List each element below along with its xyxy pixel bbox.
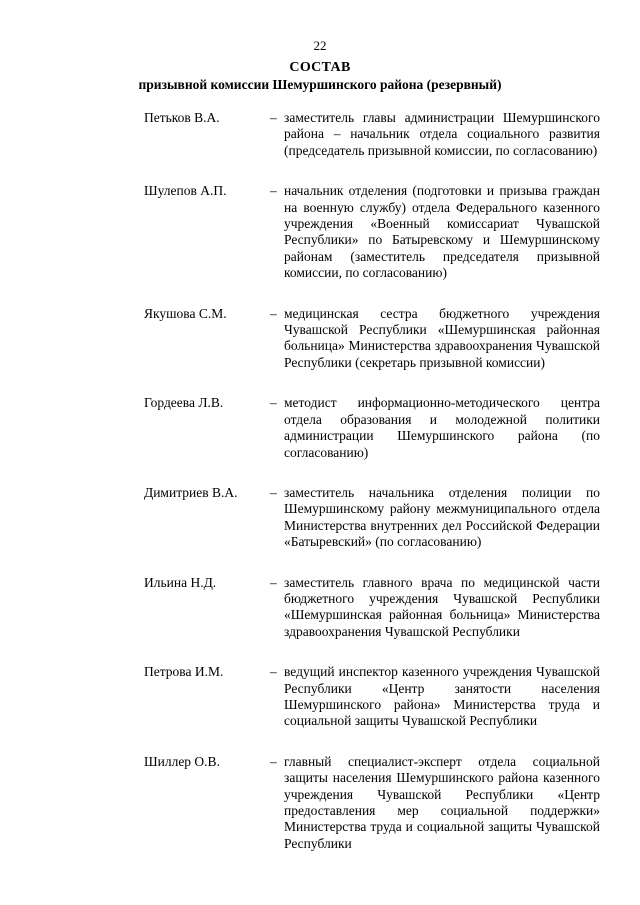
commission-member-list — [144, 110, 600, 852]
member-entry — [144, 575, 600, 641]
document-title: СОСТАВ — [289, 60, 351, 75]
member-role: начальник отделения (подготовки и призыва граждан на военную службу) отдела Федерального казенного учреждения «Военный комиссариат Чувашской Республики» по Батыревскому и Шемуршинскому районам (заместитель председателя призывной комиссии, по согласованию) — [284, 183, 600, 281]
member-role: заместитель начальника отделения полиции по Шемуршинскому району межмуниципального отдела Министерства внутренних дел Российской Федерации «Батыревский» (по согласованию) — [284, 484, 600, 550]
member-dash: – — [270, 305, 277, 321]
member-dash: – — [270, 395, 277, 411]
member-role: главный специалист-эксперт отдела социальной защиты населения Шемуршинского района казенного учреждения Чувашской Республики «Центр предоставления мер социальной поддержки» Министерства труда и социальной защиты Чувашской Республики — [284, 753, 600, 851]
page-number: 22 — [313, 38, 327, 53]
member-entry — [144, 395, 600, 461]
member-name: Шиллер О.В. — [144, 753, 220, 769]
member-name: Шулепов А.П. — [144, 183, 227, 199]
member-dash: – — [270, 110, 277, 125]
member-name: Петрова И.М. — [144, 664, 224, 680]
member-role: медицинская сестра бюджетного учреждения Чувашской Республики «Шемуршинская районная больница» Министерства здравоохранения Чувашской Республики (секретарь призывной комиссии) — [284, 305, 600, 370]
member-name: Димитриев В.А. — [144, 484, 238, 500]
member-name: Ильина Н.Д. — [144, 574, 217, 590]
member-name: Гордеева Л.В. — [144, 395, 224, 411]
member-dash: – — [270, 484, 277, 500]
member-entry — [144, 306, 600, 372]
member-dash: – — [270, 753, 277, 769]
member-entry — [144, 754, 600, 852]
member-dash: – — [270, 183, 277, 199]
member-entry — [144, 183, 600, 281]
member-name: Петьков В.А. — [144, 110, 220, 125]
document-subtitle: призывной комиссии Шемуршинского района (резервный) — [138, 77, 502, 92]
member-role: заместитель главы администрации Шемуршинского района – начальник отдела социального развития (председатель призывной комиссии, по согласованию) — [284, 110, 600, 158]
member-entry — [144, 485, 600, 551]
member-entry — [144, 664, 600, 730]
member-role: заместитель главного врача по медицинской части бюджетного учреждения Чувашской Республики «Шемуршинская районная больница» Министерства здравоохранения Чувашской Республики — [284, 574, 600, 639]
member-dash: – — [270, 574, 277, 590]
member-role: методист информационно-методического центра отдела образования и молодежной политики администрации Шемуршинского района (по согласованию) — [284, 395, 600, 460]
member-entry — [144, 110, 600, 159]
member-role: ведущий инспектор казенного учреждения Чувашской Республики «Центр занятости населения Шемуршинского района» Министерства труда и социальной защиты Чувашской Республики — [284, 664, 600, 729]
member-dash: – — [270, 664, 277, 680]
member-name: Якушова С.М. — [144, 305, 227, 321]
